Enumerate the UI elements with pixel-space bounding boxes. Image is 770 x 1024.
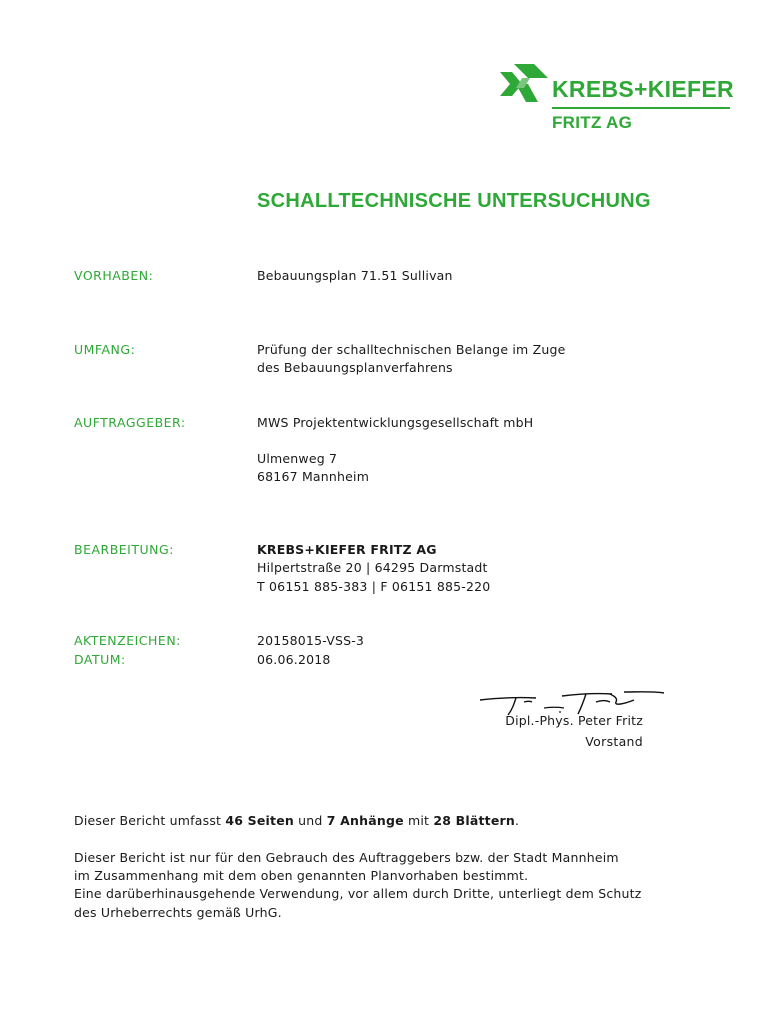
umfang-label: UMFANG:	[74, 342, 136, 357]
aktenzeichen-label: AKTENZEICHEN:	[74, 633, 181, 648]
logo-chevron-icon	[500, 64, 548, 102]
auftraggeber-name: MWS Projektentwicklungsgesellschaft mbH	[257, 415, 534, 430]
datum-label: DATUM:	[74, 652, 126, 667]
summary-pages: 46 Seiten	[225, 813, 294, 828]
notice-line-2: im Zusammenhang mit dem oben genannten Planvorhaben bestimmt.	[74, 868, 529, 883]
report-summary	[74, 813, 519, 828]
signatory-name: Dipl.-Phys. Peter Fritz	[505, 713, 643, 728]
bearbeitung-address: Hilpertstraße 20 | 64295 Darmstadt	[257, 560, 488, 575]
signatory-role: Vorstand	[585, 734, 643, 749]
summary-sheets: 28 Blättern	[433, 813, 515, 828]
notice-line-1: Dieser Bericht ist nur für den Gebrauch des Auftraggebers bzw. der Stadt Mannheim	[74, 850, 619, 865]
document-title: SCHALLTECHNISCHE UNTERSUCHUNG	[257, 190, 651, 212]
auftraggeber-label: AUFTRAGGEBER:	[74, 415, 186, 430]
summary-prefix: Dieser Bericht umfasst	[74, 813, 226, 828]
summary-attachments: 7 Anhänge	[326, 813, 404, 828]
summary-suffix: .	[515, 813, 520, 828]
notice-line-4: des Urheberrechts gemäß UrhG.	[74, 905, 282, 920]
logo-divider	[552, 107, 730, 109]
company-logo	[500, 62, 732, 134]
vorhaben-label: VORHABEN:	[74, 268, 154, 283]
logo-name-line2: FRITZ AG	[552, 113, 633, 132]
notice-line-3: Eine darüberhinausgehende Verwendung, vor allem durch Dritte, unterliegt dem Schutz	[74, 886, 642, 901]
auftraggeber-street: Ulmenweg 7	[257, 451, 338, 466]
bearbeitung-label: BEARBEITUNG:	[74, 542, 174, 557]
umfang-line-1: Prüfung der schalltechnischen Belange im Zuge	[257, 342, 566, 357]
logo-name-line1: KREBS+KIEFER	[552, 76, 734, 102]
bearbeitung-name: KREBS+KIEFER FRITZ AG	[257, 542, 437, 557]
datum-value: 06.06.2018	[257, 652, 331, 667]
bearbeitung-phone: T 06151 885-383 | F 06151 885-220	[257, 579, 491, 594]
aktenzeichen-value: 20158015-VSS-3	[257, 633, 365, 648]
summary-mid2: mit	[403, 813, 434, 828]
vorhaben-value: Bebauungsplan 71.51 Sullivan	[257, 268, 453, 283]
summary-mid1: und	[293, 813, 327, 828]
umfang-line-2: des Bebauungsplanverfahrens	[257, 360, 453, 375]
auftraggeber-city: 68167 Mannheim	[257, 469, 370, 484]
